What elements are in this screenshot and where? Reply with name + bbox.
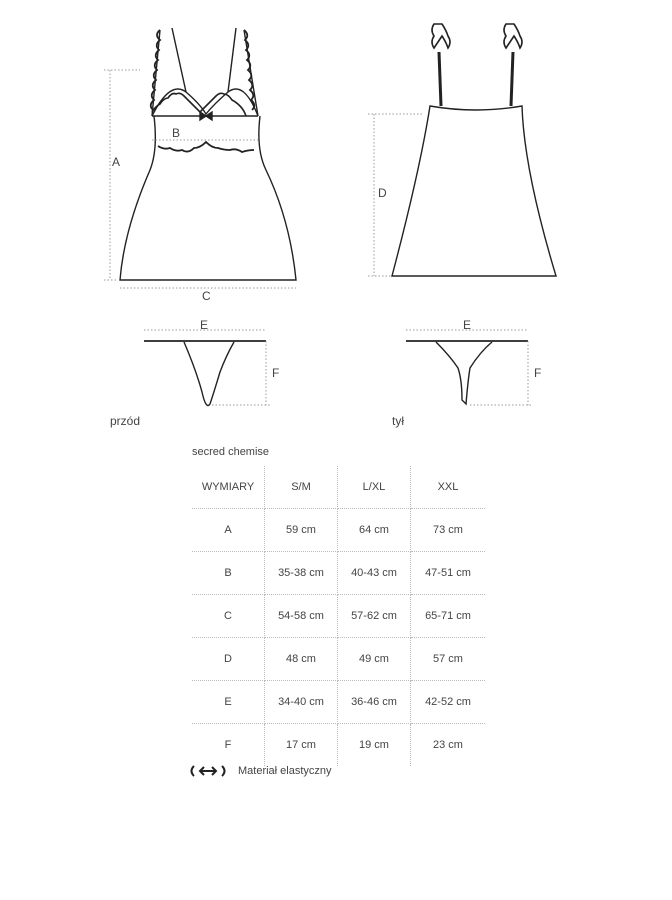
label-C: C	[202, 289, 211, 303]
back-thong	[406, 341, 528, 404]
table-row	[192, 681, 485, 724]
label-A: A	[112, 155, 121, 169]
size-table	[192, 466, 485, 766]
table-cell: 49 cm	[338, 638, 411, 681]
table-row	[192, 638, 485, 681]
table-header-row	[192, 466, 485, 509]
table-cell: 48 cm	[265, 638, 338, 681]
table-cell: 57 cm	[411, 638, 486, 681]
label-D: D	[378, 186, 387, 200]
table-cell: 40-43 cm	[338, 552, 411, 595]
row-label: F	[192, 724, 265, 767]
table-cell: 36-46 cm	[338, 681, 411, 724]
label-F-front: F	[272, 366, 280, 380]
table-cell: 54-58 cm	[265, 595, 338, 638]
header-cell: L/XL	[338, 466, 411, 509]
table-cell: 34-40 cm	[265, 681, 338, 724]
table-cell: 73 cm	[411, 509, 486, 552]
back-dimension-lines	[368, 114, 424, 276]
table-cell: 19 cm	[338, 724, 411, 767]
row-label: A	[192, 509, 265, 552]
label-E-front: E	[200, 318, 209, 332]
row-label: D	[192, 638, 265, 681]
table-title: secred chemise	[192, 446, 270, 458]
elastic-arrows-icon	[192, 766, 225, 776]
table-cell: 64 cm	[338, 509, 411, 552]
row-label: C	[192, 595, 265, 638]
table-row	[192, 552, 485, 595]
back-caption: tył	[392, 414, 404, 428]
legend-text: Materiał elastyczny	[238, 765, 332, 777]
back-chemise	[392, 24, 556, 276]
table-row	[192, 595, 485, 638]
table-row	[192, 509, 485, 552]
label-B: B	[172, 126, 181, 140]
label-E-back: E	[463, 318, 472, 332]
table-cell: 47-51 cm	[411, 552, 486, 595]
table-cell: 57-62 cm	[338, 595, 411, 638]
table-cell: 65-71 cm	[411, 595, 486, 638]
header-cell: WYMIARY	[192, 466, 265, 509]
header-cell: XXL	[411, 466, 486, 509]
table-row	[192, 724, 485, 767]
front-chemise	[120, 28, 296, 280]
table-cell: 23 cm	[433, 739, 463, 751]
row-label: E	[192, 681, 265, 724]
header-cell: S/M	[265, 466, 338, 509]
table-cell: 35-38 cm	[265, 552, 338, 595]
row-label: B	[192, 552, 265, 595]
front-caption: przód	[110, 414, 141, 428]
front-thong	[144, 341, 266, 406]
label-F-back: F	[534, 366, 542, 380]
table-cell: 42-52 cm	[411, 681, 486, 724]
table-cell: 59 cm	[265, 509, 338, 552]
table-cell: 17 cm	[265, 724, 338, 767]
front-dimension-lines	[104, 70, 296, 288]
